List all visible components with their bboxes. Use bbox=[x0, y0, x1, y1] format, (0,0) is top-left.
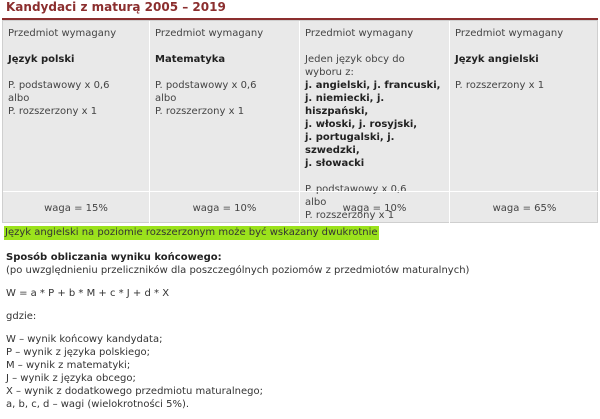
weight-cell: waga = 15% bbox=[3, 192, 150, 225]
where-label: gdzie: bbox=[6, 311, 37, 322]
language-list-line: j. niemiecki, j. hiszpański, bbox=[305, 93, 385, 117]
weight-cell: waga = 65% bbox=[492, 203, 557, 214]
weight-cell: waga = 10% bbox=[300, 192, 450, 225]
weight-cell: waga = 10% bbox=[150, 192, 300, 225]
level-line: P. rozszerzony x 1 bbox=[155, 106, 245, 117]
formula: W = a * P + b * M + c * J + d * X bbox=[6, 288, 170, 299]
subject-name: Język angielski bbox=[455, 54, 539, 65]
column-label: Przedmiot wymagany bbox=[155, 28, 264, 39]
method-title: Sposób obliczania wyniku końcowego: bbox=[6, 252, 222, 263]
column-label: Przedmiot wymagany bbox=[8, 28, 117, 39]
language-list-line: j. słowacki bbox=[305, 158, 365, 169]
level-line: P. podstawowy x 0,6 bbox=[155, 80, 257, 91]
method-subtitle: (po uwzględnieniu przeliczników dla poszczególnych poziomów z przedmiotów maturalnych) bbox=[6, 265, 470, 276]
highlighted-note: Język angielski na poziomie rozszerzonym może być wskazany dwukrotnie bbox=[5, 227, 378, 238]
language-intro: Jeden język obcy do wyboru z: bbox=[305, 54, 405, 78]
column-math bbox=[150, 21, 300, 191]
definition-line: X – wynik z dodatkowego przedmiotu maturalnego; bbox=[6, 386, 263, 397]
column-label: Przedmiot wymagany bbox=[305, 28, 414, 39]
subject-name: Język polski bbox=[8, 54, 75, 65]
level-line: albo bbox=[155, 93, 177, 104]
level-line: P. podstawowy x 0,6 bbox=[8, 80, 110, 91]
level-line: albo bbox=[8, 93, 30, 104]
level-line: P. rozszerzony x 1 bbox=[8, 106, 98, 117]
column-label: Przedmiot wymagany bbox=[455, 28, 564, 39]
level-line: P. rozszerzony x 1 bbox=[455, 80, 545, 91]
page-heading: Kandydaci z maturą 2005 – 2019 bbox=[6, 0, 226, 14]
level-line: albo bbox=[305, 197, 327, 208]
definition-line: P – wynik z języka polskiego; bbox=[6, 347, 151, 358]
definition-line: a, b, c, d – wagi (wielokrotności 5%). bbox=[6, 399, 190, 410]
definition-line: J – wynik z języka obcego; bbox=[6, 373, 136, 384]
column-polish bbox=[3, 21, 150, 191]
language-list-line: j. włoski, j. rosyjski, bbox=[305, 119, 418, 130]
language-list-line: j. angielski, j. francuski, bbox=[305, 80, 441, 91]
language-list-line: j. portugalski, j. szwedzki, bbox=[305, 132, 395, 156]
level-line: P. podstawowy x 0,6 bbox=[305, 184, 407, 195]
subjects-table bbox=[2, 20, 598, 223]
level-line: P. rozszerzony x 1 bbox=[305, 210, 395, 221]
subject-name: Matematyka bbox=[155, 54, 226, 65]
weights-row bbox=[3, 191, 599, 224]
definition-line: M – wynik z matematyki; bbox=[6, 360, 131, 371]
definition-line: W – wynik końcowy kandydata; bbox=[6, 334, 163, 345]
column-english bbox=[450, 21, 599, 191]
